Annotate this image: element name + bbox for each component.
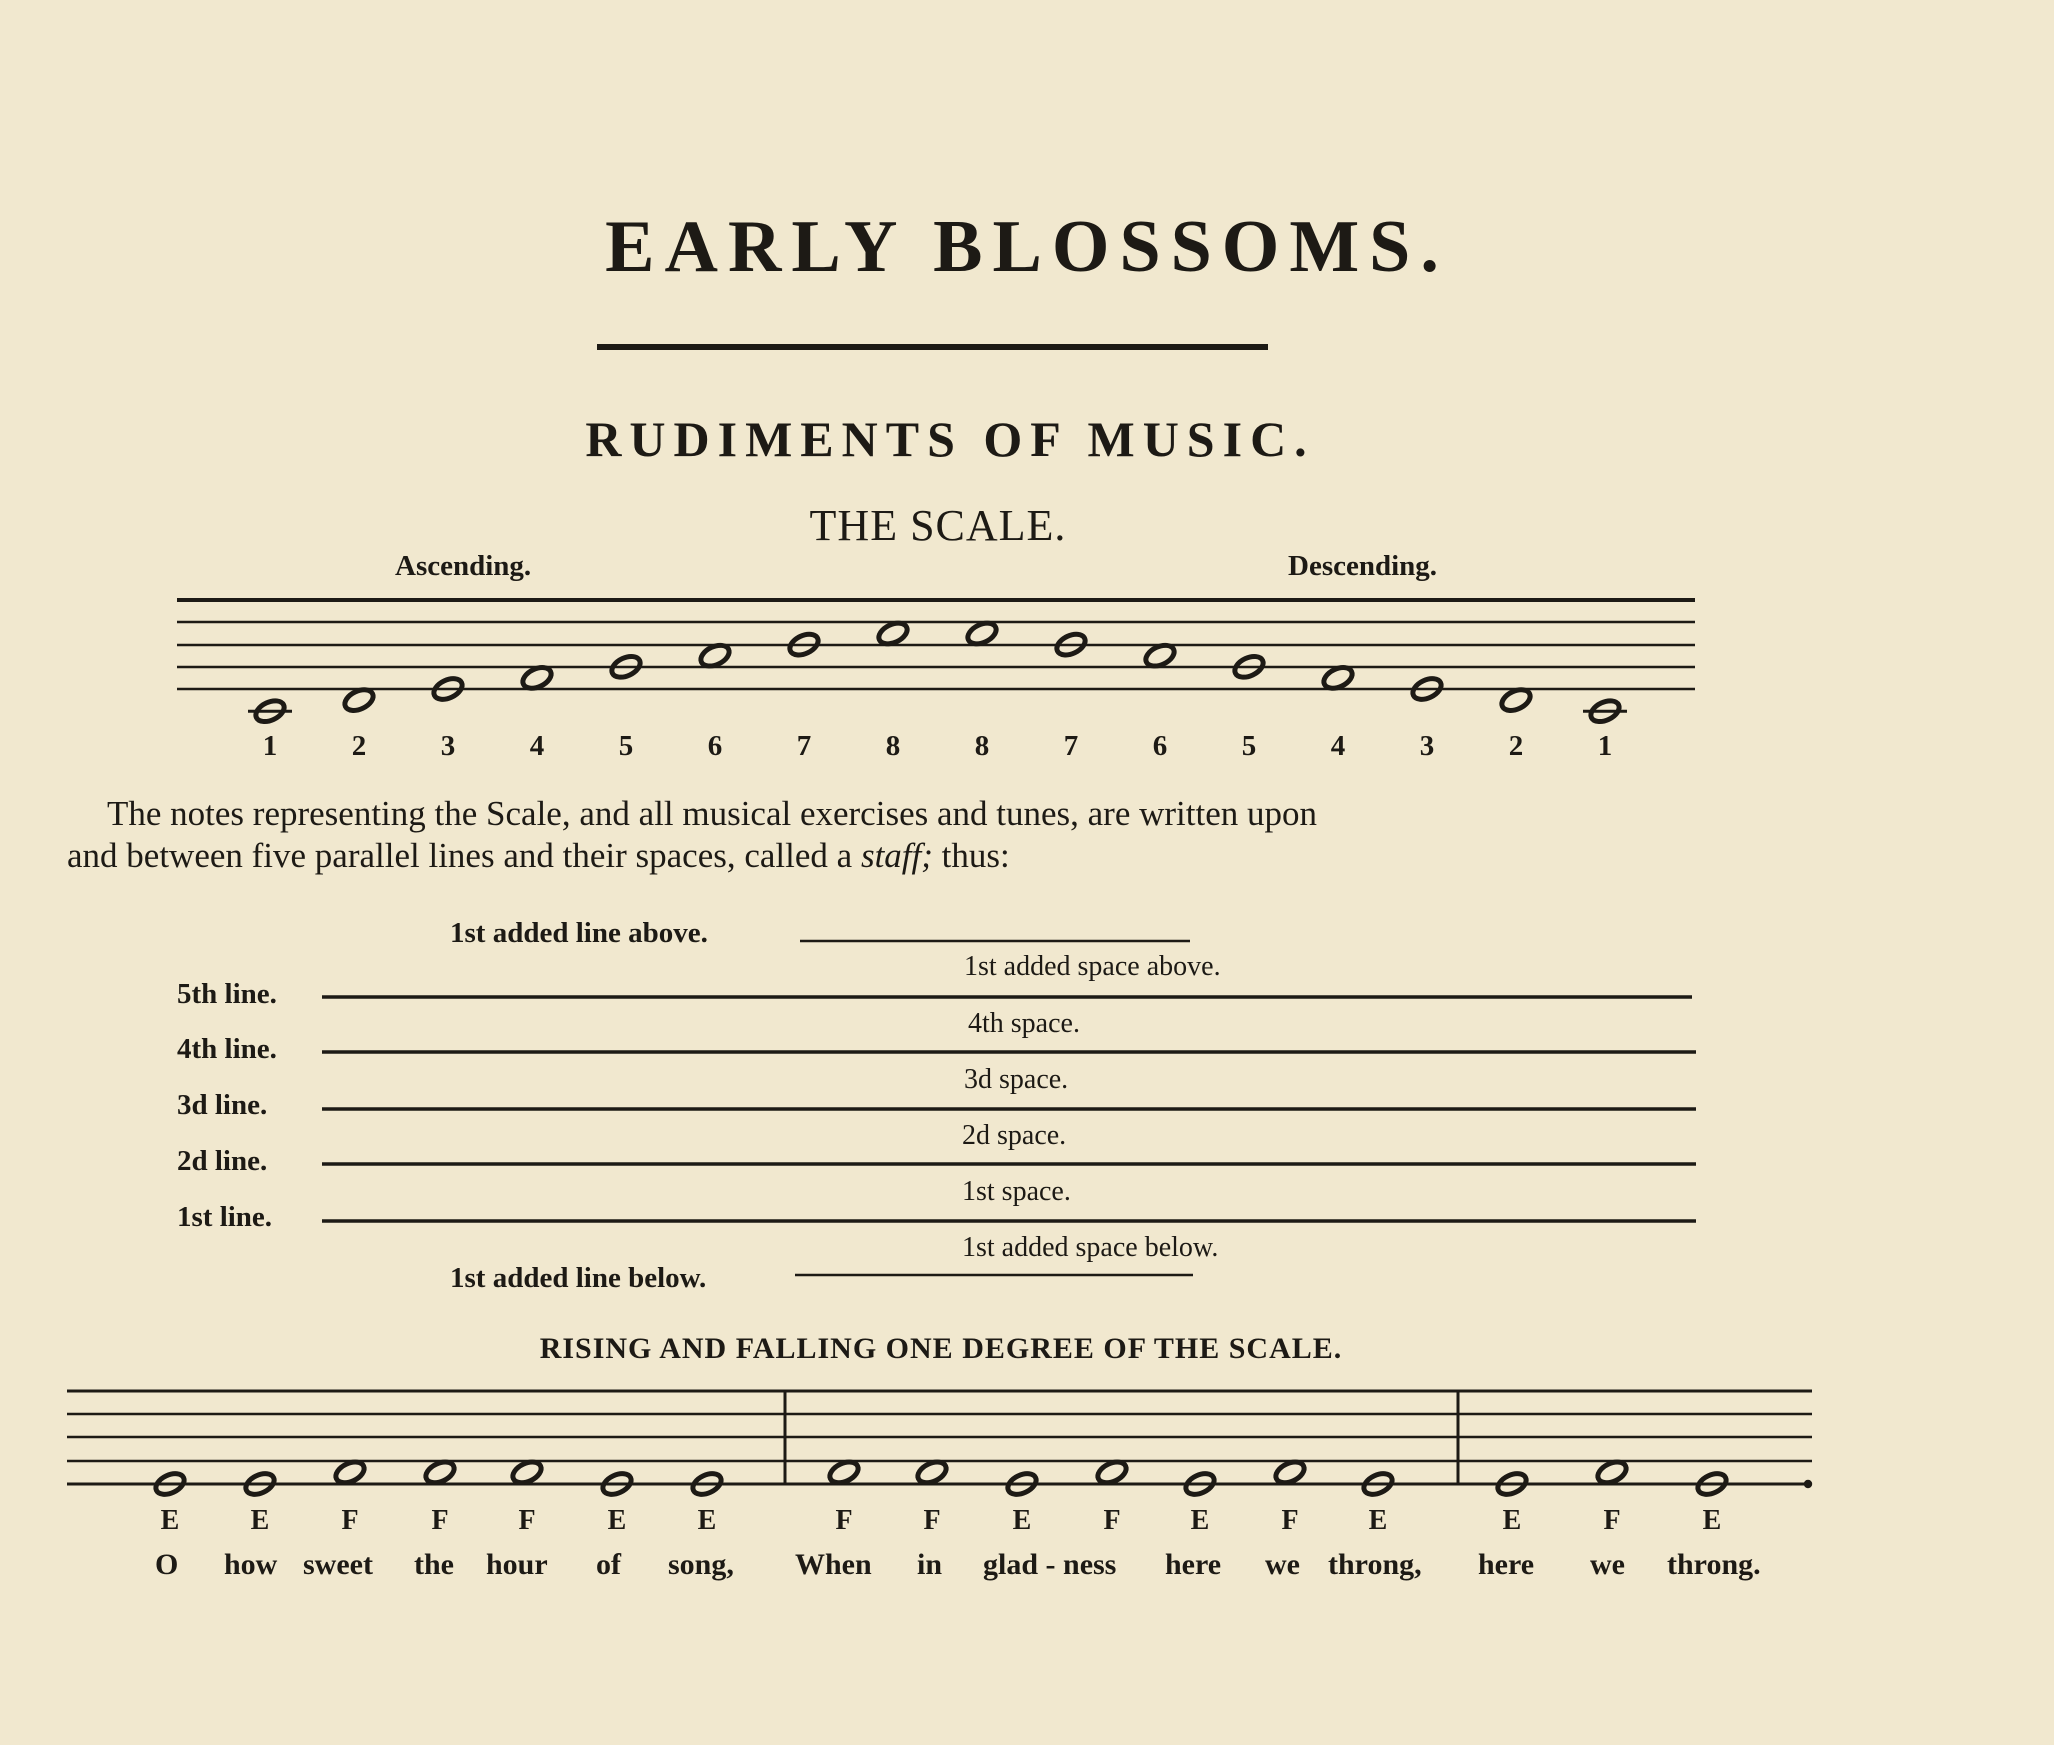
note-letter: F: [341, 1505, 359, 1536]
scale-degree-number: 8: [885, 730, 901, 762]
lyric-word: of: [596, 1548, 621, 1581]
lyric-word: we: [1265, 1548, 1300, 1581]
scale-heading: THE SCALE.: [809, 501, 1067, 550]
paragraph-line-1: The notes representing the Scale, and all musical exercises and tunes, are written upon: [107, 794, 1317, 833]
lyric-word: throng,: [1328, 1548, 1422, 1581]
note-letter: E: [1368, 1505, 1388, 1536]
paragraph-line-2: [67, 835, 1010, 877]
scale-degree-number: 4: [529, 730, 545, 762]
lyric-word: O: [155, 1548, 179, 1581]
label-added-line-below: 1st added line below.: [450, 1262, 707, 1294]
paragraph-line-2-end: thus:: [932, 836, 1010, 875]
scale-degree-number: 8: [974, 730, 990, 762]
descending-label: Descending.: [1288, 550, 1438, 582]
label-line-1: 1st line.: [177, 1201, 273, 1233]
label-space-2: 2d space.: [962, 1120, 1067, 1151]
exercise-notes: [153, 1458, 1730, 1499]
scale-degree-number: 7: [1063, 730, 1079, 762]
note-letter: E: [1502, 1505, 1522, 1536]
label-line-4: 4th line.: [177, 1033, 277, 1065]
lyric-word: When: [795, 1548, 872, 1581]
lyric-word: we: [1590, 1548, 1625, 1581]
note-letter: E: [697, 1505, 717, 1536]
label-added-line-above: 1st added line above.: [450, 917, 708, 949]
scale-degree-number: 6: [1152, 730, 1168, 762]
label-space-3: 3d space.: [964, 1064, 1069, 1095]
label-space-1: 1st space.: [962, 1176, 1071, 1207]
label-space-4: 4th space.: [968, 1008, 1080, 1039]
scale-degree-number: 4: [1330, 730, 1346, 762]
lyric-word: here: [1165, 1548, 1222, 1581]
note-letter: F: [835, 1505, 853, 1536]
note-letter: F: [518, 1505, 536, 1536]
ascending-label: Ascending.: [395, 550, 532, 582]
staff-term: staff;: [860, 836, 933, 875]
scale-degree-number: 1: [1597, 730, 1613, 762]
note-letter: E: [1702, 1505, 1722, 1536]
scale-degree-number: 2: [1508, 730, 1524, 762]
lyric-word: sweet: [303, 1548, 373, 1581]
lyric-word: here: [1478, 1548, 1535, 1581]
note-letter: E: [160, 1505, 180, 1536]
scale-staff: [177, 600, 1695, 689]
note-letter: F: [1103, 1505, 1121, 1536]
note-letter: F: [923, 1505, 941, 1536]
scale-degree-number: 1: [262, 730, 278, 762]
note-letter: E: [250, 1505, 270, 1536]
staff-diagram-lines: [322, 941, 1696, 1275]
scale-degree-number: 2: [351, 730, 367, 762]
scale-note: [876, 619, 911, 648]
lyric-word: hour: [486, 1548, 548, 1581]
scale-degree-number: 6: [707, 730, 723, 762]
scale-degree-number: 5: [618, 730, 634, 762]
note-letter: E: [1012, 1505, 1032, 1536]
scale-note: [965, 619, 1000, 648]
lyric-word: in: [917, 1548, 943, 1581]
note-letter: E: [607, 1505, 627, 1536]
label-line-3: 3d line.: [177, 1089, 268, 1121]
scale-note: [248, 697, 292, 726]
scale-degree-number: 5: [1241, 730, 1257, 762]
exercise-heading: RISING AND FALLING ONE DEGREE OF THE SCALE.: [539, 1332, 1343, 1365]
label-line-2: 2d line.: [177, 1145, 268, 1177]
lyric-word: the: [414, 1548, 454, 1581]
paragraph-line-2-text: and between five parallel lines and their spaces, called a: [67, 836, 861, 875]
lyric-word: throng.: [1667, 1548, 1761, 1581]
scale-degree-number: 7: [796, 730, 812, 762]
note-letter: F: [431, 1505, 449, 1536]
scale-notes: [248, 619, 1627, 726]
scale-degree-number: 3: [440, 730, 456, 762]
lyric-word: how: [224, 1548, 278, 1581]
label-line-5: 5th line.: [177, 978, 277, 1010]
label-added-space-above: 1st added space above.: [964, 951, 1221, 982]
page-title: EARLY BLOSSOMS.: [605, 206, 1449, 288]
note-letter: F: [1603, 1505, 1621, 1536]
note-letter: F: [1281, 1505, 1299, 1536]
lyric-word: glad - ness: [983, 1548, 1117, 1581]
note-letter: E: [1190, 1505, 1210, 1536]
exercise-staff: [67, 1391, 1812, 1487]
section-title: RUDIMENTS OF MUSIC.: [585, 411, 1315, 467]
label-added-space-below: 1st added space below.: [962, 1232, 1219, 1263]
lyric-word: song,: [668, 1548, 734, 1581]
scale-degree-number: 3: [1419, 730, 1435, 762]
scale-note: [1583, 697, 1627, 726]
